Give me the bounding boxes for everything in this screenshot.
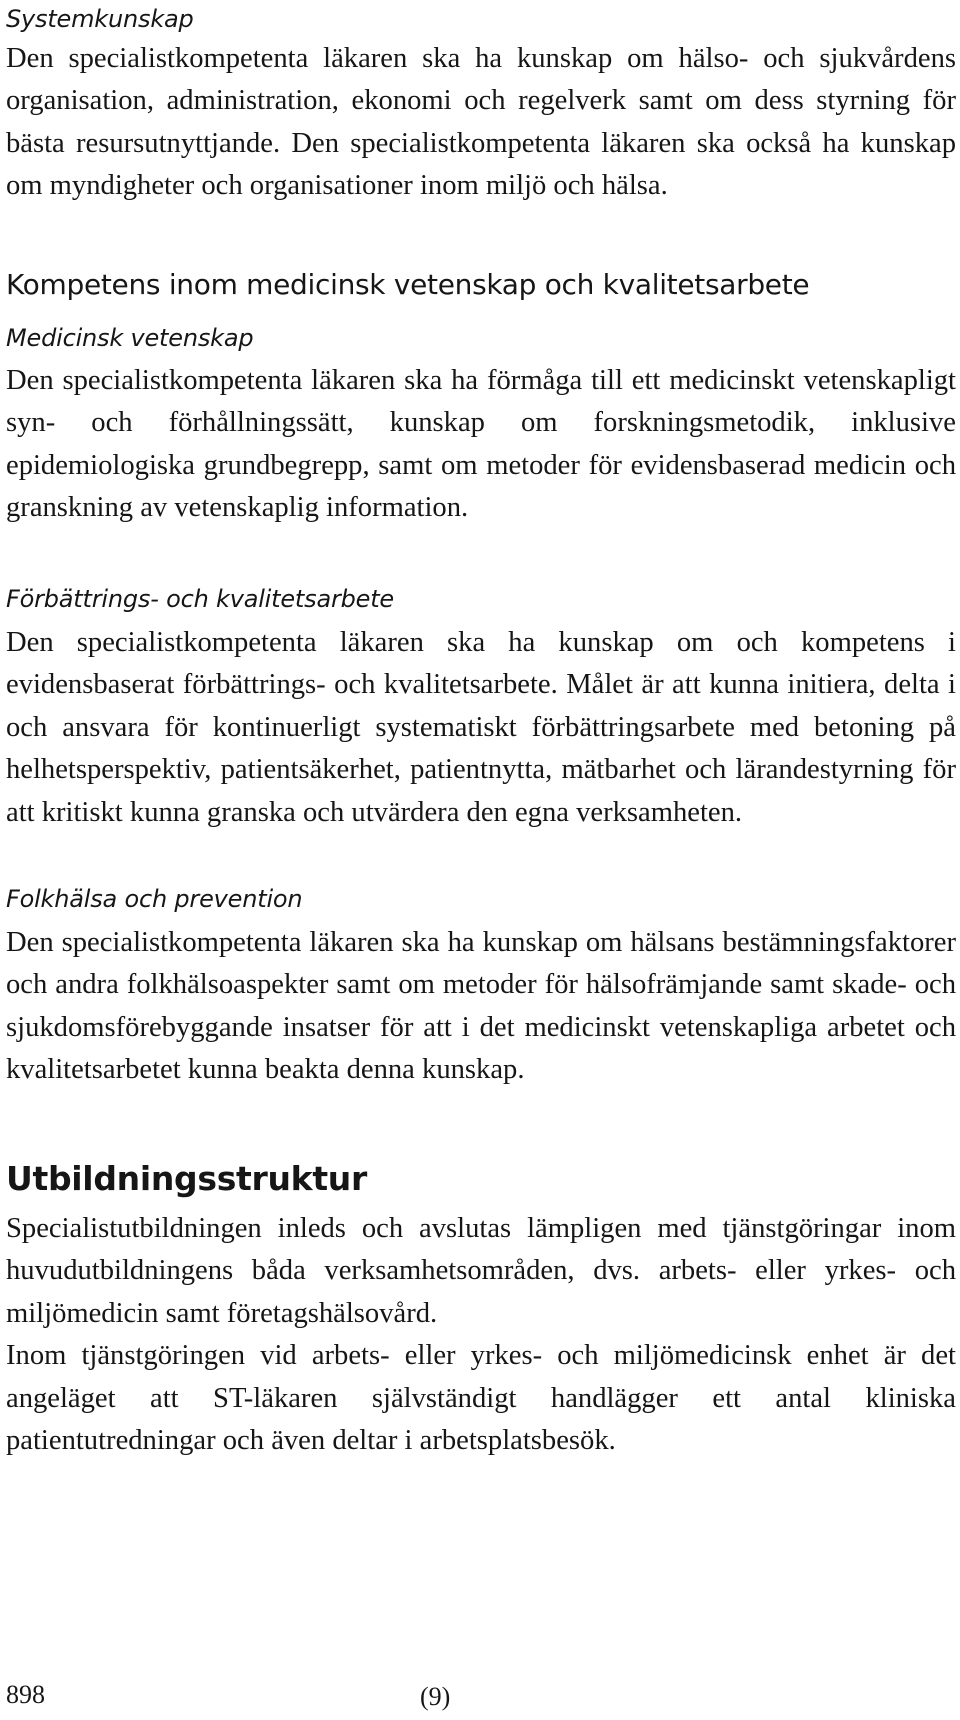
heading-forbattringsarbete: Förbättrings- och kvalitetsarbete — [6, 585, 394, 613]
section-folkhalsa — [6, 876, 956, 1092]
paragraph-folkhalsa: Den specialistkompetenta läkaren ska ha kunskap om hälsans bestämningsfaktorer och andra folkhälsoaspekter samt om metoder för hälsofrämjande samt skade- och sjukdomsförebyggande insatser för att i det medicinskt vetenskapliga arbetet och kvalitetsarbetet kunna beakta denna kunskap. — [6, 927, 956, 1086]
section-systemkunskap — [6, 0, 956, 208]
heading-utbildningsstruktur: Utbildningsstruktur — [6, 1159, 367, 1198]
heading-folkhalsa: Folkhälsa och prevention — [6, 885, 303, 913]
heading-systemkunskap: Systemkunskap — [6, 5, 194, 33]
heading-medicinsk-vetenskap: Medicinsk vetenskap — [6, 324, 254, 352]
heading-kompetens: Kompetens inom medicinsk vetenskap och kvalitetsarbete — [6, 268, 810, 301]
paragraph-medicinsk-vetenskap: Den specialistkompetenta läkaren ska ha förmåga till ett medicinskt vetenskapligt syn- och förhållningssätt, kunskap om forskningsmetodik, inklusive epidemiologiska grundbegrepp, samt om metoder för evidensbaserad medicin och granskning av vetenskaplig information. — [6, 365, 956, 524]
section-kompetens — [6, 262, 956, 308]
section-forbattringsarbete — [6, 576, 956, 834]
paragraph-utbildningsstruktur-2: Inom tjänstgöringen vid arbets- eller yrkes- och miljömedicinsk enhet är det angeläget att ST-läkaren självständigt handlägger ett antal kliniska patientutredningar och även deltar i arbetsplatsbesök. — [6, 1340, 956, 1457]
issue-number: (9) — [420, 1682, 451, 1711]
section-utbildningsstruktur — [6, 1150, 956, 1462]
paragraph-systemkunskap: Den specialistkompetenta läkaren ska ha kunskap om hälso- och sjukvårdens organisation, administration, ekonomi och regelverk samt om dess styrning för bästa resursutnyttjande. Den specialistkompetenta läkaren ska också ha kunskap om myndigheter och organisationer inom miljö och hälsa. — [6, 43, 956, 202]
paragraph-forbattringsarbete: Den specialistkompetenta läkaren ska ha kunskap om och kompetens i evidensbaserat förbättrings- och kvalitetsarbete. Målet är att kunna initiera, delta i och ansvara för kontinuerligt systematiskt förbättringsarbete med betoning på helhetsperspektiv, patientsäkerhet, patientnytta, mätbarhet och lärandestyrning för att kritiskt kunna granska och utvärdera den egna verksamheten. — [6, 627, 956, 828]
document-page — [6, 0, 956, 1720]
paragraph-utbildningsstruktur-1: Specialistutbildningen inleds och avslutas lämpligen med tjänstgöringar inom huvudutbildningens båda verksamhetsområden, dvs. arbets- eller yrkes- och miljömedicin samt företagshälsovård. — [6, 1213, 956, 1329]
page-number: 898 — [6, 1680, 45, 1709]
section-medicinsk-vetenskap — [6, 316, 956, 530]
